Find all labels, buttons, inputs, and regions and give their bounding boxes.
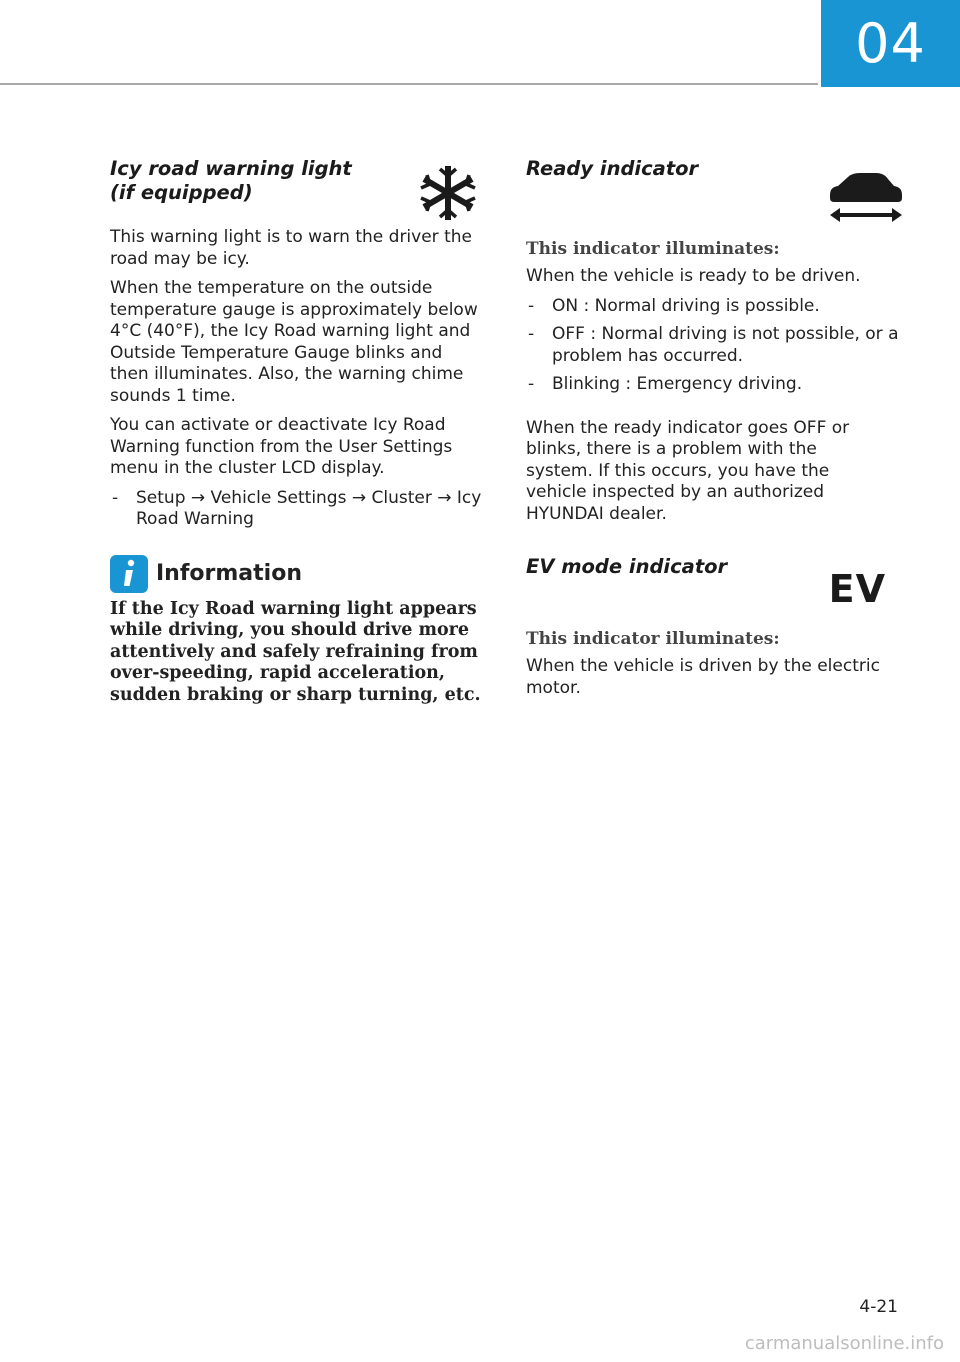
ready-paragraph-2: When the ready indicator goes OFF or blinks, there is a problem with the system. If this occurs, you have the vehicle inspected by an authorized HYUNDAI dealer. — [526, 417, 850, 524]
header-rule — [0, 83, 818, 85]
info-icon — [110, 555, 148, 593]
information-title: Information — [156, 561, 302, 586]
information-body: If the Icy Road warning light appears while driving, you should drive more attentively and safely refraining from over-speeding, rapid acceleration, sudden braking or sharp turning, etc. — [110, 598, 481, 705]
ready-lead: This indicator illuminates: — [526, 239, 780, 259]
ev-lead: This indicator illuminates: — [526, 629, 780, 649]
icy-road-settings-path — [110, 488, 482, 531]
chapter-number: 04 — [855, 12, 926, 75]
icy-road-paragraph-2: When the temperature on the outside temperature gauge is approximately below 4°C (40°F), the Icy Road warning light and Outside Temperature Gauge blinks and then illuminates. Also, the warning chime sounds 1 time. — [110, 278, 478, 406]
right-column — [526, 157, 906, 707]
ready-paragraph-1: When the vehicle is ready to be driven. — [526, 266, 861, 286]
left-column — [110, 157, 482, 706]
watermark: carmanualsonline.info — [744, 1333, 944, 1354]
snowflake-icon — [416, 163, 480, 227]
ev-paragraph-1: When the vehicle is driven by the electric motor. — [526, 656, 880, 698]
icy-road-title — [110, 157, 390, 205]
chapter-tab — [821, 0, 960, 87]
ev-mode-icon — [829, 567, 886, 611]
list-item: - ON : Normal driving is possible. — [526, 296, 906, 318]
icy-road-title-line2: (if equipped) — [110, 181, 253, 204]
icy-road-title-line1: Icy road warning light — [110, 157, 352, 180]
icy-road-paragraph-3: You can activate or deactivate Icy Road Warning function from the User Settings menu in the cluster LCD display. — [110, 415, 453, 478]
ev-heading — [526, 555, 906, 629]
page-number: 4-21 — [859, 1297, 898, 1317]
list-item: - OFF : Normal driving is not possible, or a problem has occurred. — [526, 324, 906, 367]
list-item: - Setup → Vehicle Settings → Cluster → Icy Road Warning — [110, 488, 482, 531]
ready-title: Ready indicator — [526, 157, 699, 180]
ev-icon-label: EV — [828, 567, 886, 611]
car-ready-icon — [826, 171, 906, 227]
ready-states-list — [526, 296, 906, 396]
information-heading — [110, 555, 482, 593]
icy-road-heading — [110, 157, 482, 227]
ev-title: EV mode indicator — [526, 555, 728, 578]
list-item: - Blinking : Emergency driving. — [526, 374, 906, 396]
icy-road-paragraph-1: This warning light is to warn the driver the road may be icy. — [110, 227, 472, 269]
ready-heading — [526, 157, 906, 239]
